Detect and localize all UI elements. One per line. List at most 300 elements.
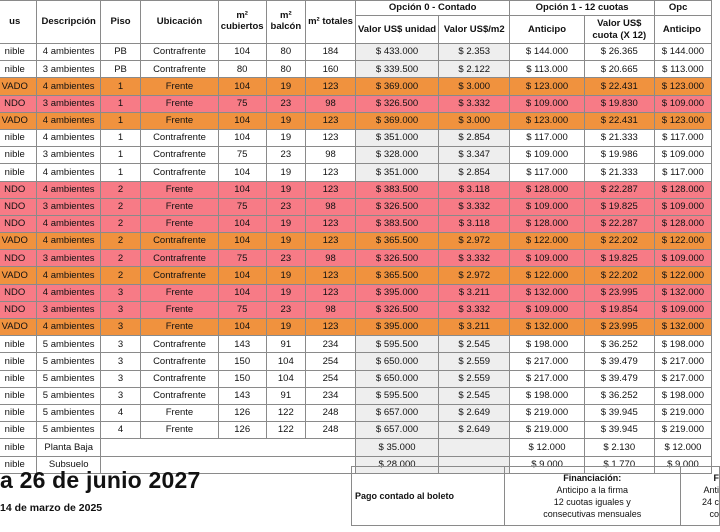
group-header-row (0, 1, 712, 16)
table-row (0, 336, 712, 353)
valor-unidad-cell: $ 326.500 (355, 95, 438, 112)
anticipo-cell: $ 109.000 (510, 95, 584, 112)
col-piso-header: Piso (100, 1, 140, 44)
m2-balcon-cell: 19 (266, 181, 306, 198)
valor-m2-cell: $ 3.332 (439, 301, 510, 318)
descripcion-cell: 3 ambientes (37, 61, 101, 78)
group-opcion-0: Opción 0 - Contado (355, 1, 509, 16)
cuota-cell: $ 39.945 (584, 404, 654, 421)
ubicacion-cell: Contrafrente (141, 336, 219, 353)
m2-cubiertos-cell: 150 (218, 353, 266, 370)
financiacion-24-line-1: Anti (703, 484, 719, 495)
anticipo-2-cell: $ 117.000 (654, 129, 711, 146)
piso-cell: PB (100, 61, 140, 78)
estado-cell: nible (0, 422, 37, 439)
ubicacion-cell: Frente (141, 181, 219, 198)
cuota-cell: $ 39.479 (584, 370, 654, 387)
anticipo-cell: $ 123.000 (510, 78, 584, 95)
descripcion-cell: 5 ambientes (37, 387, 101, 404)
valor-unidad-cell: $ 369.000 (355, 112, 438, 129)
ubicacion-cell: Contrafrente (141, 44, 219, 61)
valor-m2-cell: $ 2.545 (439, 387, 510, 404)
cuota-cell: $ 39.945 (584, 422, 654, 439)
m2-cubiertos-cell: 126 (218, 422, 266, 439)
valor-m2-cell: $ 3.332 (439, 250, 510, 267)
col-valor-m2-header: Valor US$/m2 (439, 16, 510, 44)
piso-cell: 3 (100, 301, 140, 318)
estado-cell: nible (0, 129, 37, 146)
anticipo-2-cell: $ 109.000 (654, 301, 711, 318)
estado-cell: VADO (0, 233, 37, 250)
valor-unidad-cell: $ 351.000 (355, 129, 438, 146)
m2-cubiertos-cell: 104 (218, 319, 266, 336)
anticipo-cell: $ 219.000 (510, 422, 584, 439)
anticipo-2-cell: $ 122.000 (654, 233, 711, 250)
anticipo-2-cell: $ 219.000 (654, 422, 711, 439)
m2-balcon-cell: 23 (266, 301, 306, 318)
financiacion-title: Financiación: (563, 472, 622, 483)
anticipo-cell: $ 117.000 (510, 129, 584, 146)
ubicacion-cell: Contrafrente (141, 387, 219, 404)
anticipo-cell: $ 9.000 (510, 456, 584, 473)
valor-m2-cell: $ 3.000 (439, 112, 510, 129)
financiacion-24-line-3: co (709, 509, 719, 520)
ubicacion-cell: Contrafrente (141, 164, 219, 181)
descripcion-cell: 3 ambientes (37, 250, 101, 267)
valor-m2-cell: $ 3.211 (439, 284, 510, 301)
valor-m2-cell: $ 3.332 (439, 95, 510, 112)
piso-cell: 2 (100, 233, 140, 250)
m2-cubiertos-cell: 104 (218, 78, 266, 95)
valor-m2-cell: $ 3.332 (439, 198, 510, 215)
valor-unidad-cell: $ 650.000 (355, 353, 438, 370)
ubicacion-cell: Frente (141, 319, 219, 336)
anticipo-2-cell: $ 128.000 (654, 215, 711, 232)
table-row (0, 267, 712, 284)
table-row (0, 319, 712, 336)
m2-totales-cell: 123 (306, 284, 356, 301)
cuota-cell: $ 20.665 (584, 61, 654, 78)
anticipo-2-cell: $ 219.000 (654, 404, 711, 421)
piso-cell: 3 (100, 284, 140, 301)
ubicacion-cell: Frente (141, 95, 219, 112)
anticipo-2-cell: $ 123.000 (654, 112, 711, 129)
piso-cell: 1 (100, 147, 140, 164)
table-row (0, 147, 712, 164)
m2-balcon-cell: 19 (266, 319, 306, 336)
cuota-cell: $ 19.830 (584, 95, 654, 112)
ubicacion-cell: Contrafrente (141, 267, 219, 284)
group-opcion-2: Opc (654, 1, 711, 16)
anticipo-cell: $ 219.000 (510, 404, 584, 421)
financiacion-24-line-2: 24 c (701, 497, 719, 507)
anticipo-2-cell: $ 144.000 (654, 44, 711, 61)
anticipo-cell: $ 128.000 (510, 181, 584, 198)
m2-totales-cell: 254 (306, 370, 356, 387)
descripcion-cell: 3 ambientes (37, 147, 101, 164)
anticipo-cell: $ 122.000 (510, 233, 584, 250)
m2-totales-cell: 123 (306, 112, 356, 129)
empty-cell (439, 439, 510, 456)
m2-cubiertos-cell: 75 (218, 250, 266, 267)
table-row (0, 44, 712, 61)
piso-cell: 3 (100, 319, 140, 336)
ubicacion-cell: Contrafrente (141, 250, 219, 267)
m2-totales-cell: 248 (306, 422, 356, 439)
anticipo-2-cell: $ 109.000 (654, 198, 711, 215)
descripcion-cell: 5 ambientes (37, 370, 101, 387)
anticipo-cell: $ 117.000 (510, 164, 584, 181)
col-m2-balcon-header: m² balcón (266, 1, 306, 44)
anticipo-cell: $ 122.000 (510, 267, 584, 284)
pago-contado-label: Pago contado al boleto (352, 467, 505, 526)
m2-totales-cell: 123 (306, 233, 356, 250)
m2-balcon-cell: 104 (266, 353, 306, 370)
col-cuota-header: Valor US$ cuota (X 12) (584, 16, 654, 44)
m2-cubiertos-cell: 104 (218, 164, 266, 181)
m2-totales-cell: 98 (306, 301, 356, 318)
col-descripcion-header: Descripción (37, 1, 101, 44)
col-estado-header: us (0, 1, 37, 44)
descripcion-cell: 4 ambientes (37, 44, 101, 61)
table-row (0, 284, 712, 301)
empty-cell (100, 439, 355, 456)
estado-cell: nible (0, 439, 37, 456)
descripcion-cell: 3 ambientes (37, 95, 101, 112)
m2-totales-cell: 254 (306, 353, 356, 370)
valor-unidad-cell: $ 595.500 (355, 336, 438, 353)
valor-m2-cell: $ 2.649 (439, 422, 510, 439)
valor-m2-cell: $ 3.347 (439, 147, 510, 164)
anticipo-cell: $ 109.000 (510, 147, 584, 164)
m2-balcon-cell: 19 (266, 112, 306, 129)
cuota-cell: $ 19.825 (584, 250, 654, 267)
descripcion-cell: 4 ambientes (37, 215, 101, 232)
table-body (0, 44, 712, 474)
descripcion-cell: Subsuelo (37, 456, 101, 473)
valor-m2-cell: $ 3.118 (439, 181, 510, 198)
estado-cell: NDO (0, 181, 37, 198)
estado-cell: NDO (0, 284, 37, 301)
anticipo-cell: $ 109.000 (510, 250, 584, 267)
valor-unidad-cell: $ 657.000 (355, 404, 438, 421)
anticipo-2-cell: $ 117.000 (654, 164, 711, 181)
anticipo-2-cell: $ 198.000 (654, 336, 711, 353)
valor-m2-cell: $ 2.559 (439, 370, 510, 387)
valor-unidad-cell: $ 369.000 (355, 78, 438, 95)
descripcion-cell: 3 ambientes (37, 301, 101, 318)
m2-totales-cell: 234 (306, 336, 356, 353)
anticipo-2-cell: $ 9.000 (654, 456, 711, 473)
table-row (0, 250, 712, 267)
ubicacion-cell: Frente (141, 78, 219, 95)
m2-balcon-cell: 19 (266, 284, 306, 301)
m2-balcon-cell: 23 (266, 198, 306, 215)
valor-m2-cell: $ 2.972 (439, 233, 510, 250)
descripcion-cell: 4 ambientes (37, 319, 101, 336)
valor-m2-cell: $ 2.972 (439, 267, 510, 284)
estado-cell: nible (0, 336, 37, 353)
table-row (0, 112, 712, 129)
ubicacion-cell: Contrafrente (141, 147, 219, 164)
anticipo-2-cell: $ 198.000 (654, 387, 711, 404)
piso-cell: 1 (100, 112, 140, 129)
descripcion-cell: 5 ambientes (37, 422, 101, 439)
cuota-cell: $ 19.854 (584, 301, 654, 318)
cuota-cell: $ 19.825 (584, 198, 654, 215)
anticipo-cell: $ 132.000 (510, 284, 584, 301)
table-row (0, 78, 712, 95)
cuota-cell: $ 21.333 (584, 164, 654, 181)
anticipo-cell: $ 132.000 (510, 319, 584, 336)
valor-unidad-cell: $ 365.500 (355, 267, 438, 284)
descripcion-cell: 4 ambientes (37, 164, 101, 181)
anticipo-cell: $ 198.000 (510, 336, 584, 353)
cuota-cell: $ 23.995 (584, 284, 654, 301)
estado-cell: nible (0, 404, 37, 421)
valor-m2-cell: $ 3.118 (439, 215, 510, 232)
table-row (0, 164, 712, 181)
m2-balcon-cell: 23 (266, 147, 306, 164)
ubicacion-cell: Frente (141, 404, 219, 421)
piso-cell: 3 (100, 370, 140, 387)
ubicacion-cell: Contrafrente (141, 61, 219, 78)
valor-m2-cell: $ 2.854 (439, 164, 510, 181)
m2-totales-cell: 184 (306, 44, 356, 61)
valor-m2-cell: $ 3.211 (439, 319, 510, 336)
estado-cell: nible (0, 44, 37, 61)
estado-cell: nible (0, 370, 37, 387)
ubicacion-cell: Contrafrente (141, 370, 219, 387)
anticipo-2-cell: $ 109.000 (654, 147, 711, 164)
valor-unidad-cell: $ 365.500 (355, 233, 438, 250)
m2-totales-cell: 123 (306, 319, 356, 336)
m2-totales-cell: 123 (306, 129, 356, 146)
estado-cell: nible (0, 61, 37, 78)
cuota-cell: $ 2.130 (584, 439, 654, 456)
m2-cubiertos-cell: 104 (218, 233, 266, 250)
m2-balcon-cell: 104 (266, 370, 306, 387)
estado-cell: nible (0, 147, 37, 164)
m2-cubiertos-cell: 104 (218, 215, 266, 232)
descripcion-cell: 5 ambientes (37, 353, 101, 370)
m2-totales-cell: 123 (306, 267, 356, 284)
col-anticipo-2-header: Anticipo (654, 16, 711, 44)
col-anticipo-header: Anticipo (510, 16, 584, 44)
valor-m2-cell: $ 2.559 (439, 353, 510, 370)
anticipo-2-cell: $ 12.000 (654, 439, 711, 456)
piso-cell: 2 (100, 181, 140, 198)
estado-cell: NDO (0, 250, 37, 267)
m2-totales-cell: 160 (306, 61, 356, 78)
cuota-cell: $ 36.252 (584, 336, 654, 353)
anticipo-2-cell: $ 132.000 (654, 284, 711, 301)
piso-cell: 2 (100, 198, 140, 215)
valor-unidad-cell: $ 383.500 (355, 181, 438, 198)
piso-cell: 4 (100, 404, 140, 421)
m2-totales-cell: 123 (306, 164, 356, 181)
cuota-cell: $ 19.986 (584, 147, 654, 164)
estado-cell: VADO (0, 267, 37, 284)
m2-balcon-cell: 19 (266, 129, 306, 146)
anticipo-2-cell: $ 109.000 (654, 250, 711, 267)
valor-unidad-cell: $ 351.000 (355, 164, 438, 181)
m2-totales-cell: 98 (306, 198, 356, 215)
cuota-cell: $ 23.995 (584, 319, 654, 336)
ubicacion-cell: Frente (141, 422, 219, 439)
estado-cell: nible (0, 353, 37, 370)
m2-balcon-cell: 19 (266, 164, 306, 181)
table-row (0, 422, 712, 439)
anticipo-2-cell: $ 217.000 (654, 370, 711, 387)
valor-unidad-cell: $ 326.500 (355, 198, 438, 215)
valor-unidad-cell: $ 383.500 (355, 215, 438, 232)
piso-cell: 2 (100, 215, 140, 232)
descripcion-cell: 5 ambientes (37, 404, 101, 421)
anticipo-cell: $ 12.000 (510, 439, 584, 456)
valor-m2-cell: $ 2.649 (439, 404, 510, 421)
anticipo-2-cell: $ 113.000 (654, 61, 711, 78)
descripcion-cell: Planta Baja (37, 439, 101, 456)
piso-cell: 3 (100, 353, 140, 370)
ubicacion-cell: Contrafrente (141, 129, 219, 146)
table-row (0, 353, 712, 370)
m2-cubiertos-cell: 150 (218, 370, 266, 387)
m2-cubiertos-cell: 104 (218, 44, 266, 61)
footer (0, 458, 720, 532)
m2-cubiertos-cell: 143 (218, 336, 266, 353)
cuota-cell: $ 22.202 (584, 233, 654, 250)
valor-unidad-cell: $ 339.500 (355, 61, 438, 78)
list-date: 14 de marzo de 2025 (0, 502, 103, 514)
valor-unidad-cell: $ 395.000 (355, 319, 438, 336)
estado-cell: VADO (0, 319, 37, 336)
m2-balcon-cell: 122 (266, 422, 306, 439)
estado-cell: NDO (0, 215, 37, 232)
anticipo-2-cell: $ 128.000 (654, 181, 711, 198)
piso-cell: 1 (100, 129, 140, 146)
anticipo-2-cell: $ 217.000 (654, 353, 711, 370)
col-valor-unidad-header: Valor US$ unidad (355, 16, 438, 44)
anticipo-cell: $ 128.000 (510, 215, 584, 232)
descripcion-cell: 4 ambientes (37, 129, 101, 146)
anticipo-cell: $ 123.000 (510, 112, 584, 129)
ubicacion-cell: Frente (141, 301, 219, 318)
anticipo-cell: $ 217.000 (510, 370, 584, 387)
estado-cell: nible (0, 387, 37, 404)
valor-unidad-cell: $ 595.500 (355, 387, 438, 404)
m2-totales-cell: 234 (306, 387, 356, 404)
anticipo-2-cell: $ 132.000 (654, 319, 711, 336)
m2-balcon-cell: 23 (266, 95, 306, 112)
cuota-cell: $ 22.287 (584, 181, 654, 198)
valor-unidad-cell: $ 433.000 (355, 44, 438, 61)
estado-cell: NDO (0, 301, 37, 318)
cuota-cell: $ 36.252 (584, 387, 654, 404)
cuota-cell: $ 22.431 (584, 78, 654, 95)
m2-cubiertos-cell: 104 (218, 267, 266, 284)
valor-m2-cell: $ 2.854 (439, 129, 510, 146)
ubicacion-cell: Frente (141, 198, 219, 215)
financiacion-24-cell (680, 467, 719, 526)
valor-unidad-cell: $ 328.000 (355, 147, 438, 164)
m2-totales-cell: 98 (306, 250, 356, 267)
payment-options-table (351, 466, 720, 526)
table-row (0, 95, 712, 112)
m2-balcon-cell: 122 (266, 404, 306, 421)
m2-totales-cell: 98 (306, 147, 356, 164)
m2-balcon-cell: 19 (266, 78, 306, 95)
table-row (0, 233, 712, 250)
financiacion-24-title: F (713, 472, 719, 483)
anticipo-cell: $ 109.000 (510, 198, 584, 215)
table-row (0, 181, 712, 198)
m2-totales-cell: 248 (306, 404, 356, 421)
ubicacion-cell: Frente (141, 215, 219, 232)
m2-balcon-cell: 19 (266, 267, 306, 284)
m2-balcon-cell: 80 (266, 61, 306, 78)
piso-cell: 2 (100, 250, 140, 267)
descripcion-cell: 4 ambientes (37, 284, 101, 301)
cuota-cell: $ 1.770 (584, 456, 654, 473)
anticipo-cell: $ 198.000 (510, 387, 584, 404)
valor-m2-cell: $ 3.000 (439, 78, 510, 95)
m2-cubiertos-cell: 104 (218, 181, 266, 198)
m2-totales-cell: 123 (306, 181, 356, 198)
table-row-extra (0, 439, 712, 456)
m2-cubiertos-cell: 80 (218, 61, 266, 78)
cuota-cell: $ 39.479 (584, 353, 654, 370)
valor-unidad-cell: $ 35.000 (355, 439, 438, 456)
financiacion-12-cell (504, 467, 680, 526)
descripcion-cell: 4 ambientes (37, 181, 101, 198)
piso-cell: 3 (100, 336, 140, 353)
m2-balcon-cell: 91 (266, 336, 306, 353)
financiacion-line-1: Anticipo a la firma (556, 484, 629, 495)
valor-unidad-cell: $ 326.500 (355, 301, 438, 318)
valor-m2-cell: $ 2.122 (439, 61, 510, 78)
table-row (0, 301, 712, 318)
estado-cell: NDO (0, 95, 37, 112)
valor-unidad-cell: $ 326.500 (355, 250, 438, 267)
estado-cell: VADO (0, 78, 37, 95)
anticipo-2-cell: $ 109.000 (654, 95, 711, 112)
anticipo-2-cell: $ 122.000 (654, 267, 711, 284)
m2-cubiertos-cell: 104 (218, 129, 266, 146)
estado-cell: nible (0, 456, 37, 473)
financiacion-line-3: consecutivas mensuales (543, 509, 642, 520)
m2-cubiertos-cell: 75 (218, 95, 266, 112)
ubicacion-cell: Contrafrente (141, 233, 219, 250)
m2-cubiertos-cell: 75 (218, 147, 266, 164)
m2-balcon-cell: 19 (266, 215, 306, 232)
m2-cubiertos-cell: 126 (218, 404, 266, 421)
descripcion-cell: 5 ambientes (37, 336, 101, 353)
descripcion-cell: 4 ambientes (37, 112, 101, 129)
ubicacion-cell: Frente (141, 112, 219, 129)
group-opcion-1: Opción 1 - 12 cuotas (510, 1, 654, 16)
piso-cell: 1 (100, 164, 140, 181)
m2-balcon-cell: 91 (266, 387, 306, 404)
m2-totales-cell: 98 (306, 95, 356, 112)
estado-cell: VADO (0, 112, 37, 129)
descripcion-cell: 3 ambientes (37, 198, 101, 215)
piso-cell: 2 (100, 267, 140, 284)
table-row (0, 215, 712, 232)
m2-cubiertos-cell: 75 (218, 301, 266, 318)
m2-cubiertos-cell: 104 (218, 112, 266, 129)
valor-unidad-cell: $ 395.000 (355, 284, 438, 301)
